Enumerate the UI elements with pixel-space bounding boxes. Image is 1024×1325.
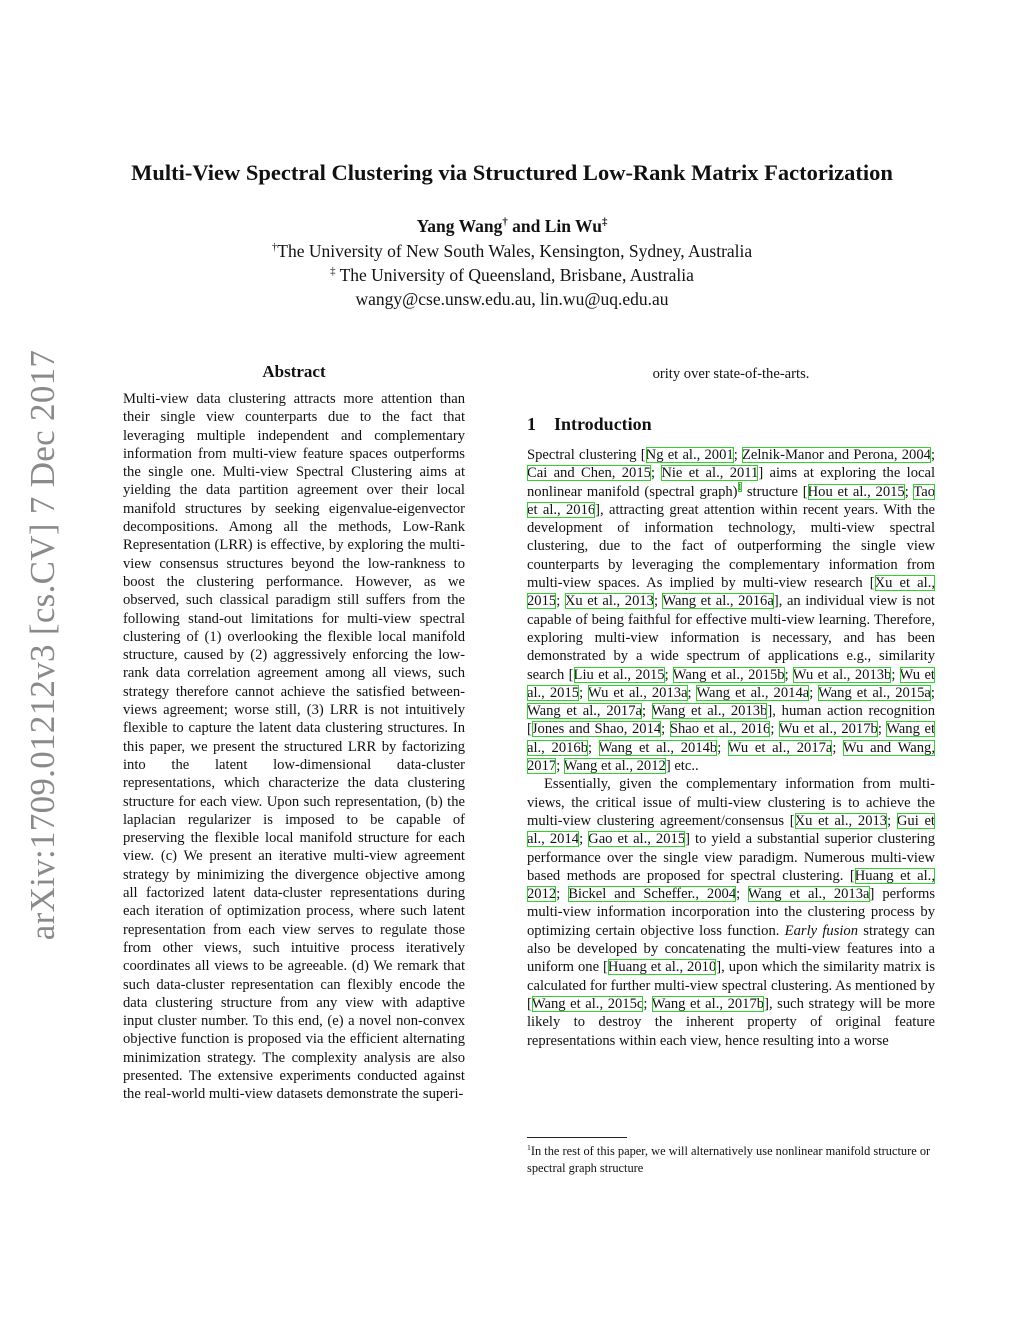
citation-link[interactable]: Tao et al., 2016	[527, 483, 935, 518]
citation-link[interactable]: Gao et al., 2015	[588, 831, 686, 848]
introduction-body	[527, 446, 935, 1050]
section-heading-introduction	[527, 414, 652, 435]
citation-link[interactable]: Huang et al., 2012	[527, 867, 935, 903]
citation-link[interactable]: Wang et al., 2013b	[651, 703, 768, 720]
author-emails: wangy@cse.unsw.edu.au, lin.wu@uq.edu.au	[355, 289, 669, 309]
citation-link[interactable]: Wu and Wang, 2017	[527, 739, 935, 775]
text-run: Essentially, given the complementary information from multi-views, the critical issue of multi-view clustering is to achieve the multi-view clustering agreement/consensus [	[527, 776, 935, 829]
citation-link[interactable]: Xu et al., 2015	[527, 575, 935, 610]
text-run: ;	[832, 739, 843, 756]
section-number: 1	[527, 414, 536, 434]
text-run: ;	[588, 739, 599, 756]
citation-link[interactable]: Wang et al., 2012	[563, 758, 666, 775]
text-run: ;	[904, 483, 914, 500]
citation-link[interactable]: Wang et al., 2014b	[598, 739, 718, 756]
intro-paragraph-2	[527, 775, 935, 1049]
affiliation-1	[0, 241, 1024, 262]
citation-link[interactable]: Ng et al., 2001	[645, 447, 734, 463]
citation-link[interactable]: Cai and Chen, 2015	[527, 465, 651, 482]
affiliation-mark: ‡	[601, 216, 608, 229]
text-run: ;	[556, 758, 564, 775]
citation-link[interactable]: Wang et al., 2016a	[662, 593, 774, 610]
footnote-divider	[527, 1137, 627, 1138]
affiliation-text: The University of New South Wales, Kensington, Sydney, Australia	[277, 241, 753, 261]
footnote-text: In the rest of this paper, we will alternatively use nonlinear manifold structure or spectral graph structure	[527, 1144, 931, 1175]
text-run: ;	[664, 666, 673, 683]
text-run: ;	[891, 666, 900, 683]
paper-title: Multi-View Spectral Clustering via Structured Low-Rank Matrix Factorization	[131, 160, 893, 185]
author-conjunction: and	[507, 216, 545, 236]
arxiv-stamp	[23, 349, 63, 941]
citation-link[interactable]: Jones and Shao, 2014	[531, 721, 662, 738]
text-run: ;	[809, 684, 819, 701]
text-run: ] aims at exploring the local nonlinear manifold (spectral graph)	[527, 465, 935, 500]
text-run: ;	[579, 831, 589, 848]
section-title: Introduction	[554, 414, 652, 434]
citation-link[interactable]: Wu et al., 2017b	[778, 721, 878, 738]
citation-link[interactable]: Wang et al., 2015b	[672, 666, 785, 683]
affiliation-mark: ‡	[330, 265, 336, 278]
citation-link[interactable]: Nie et al., 2011	[661, 465, 759, 482]
citation-link[interactable]: Xu et al., 2013	[564, 593, 654, 610]
citation-link[interactable]: Wang et al., 2017b	[651, 995, 765, 1012]
intro-paragraph-1	[527, 446, 935, 775]
footnote-mark: 1	[527, 1142, 531, 1152]
text-run: ], upon which the similarity matrix is calculated for further multi-view spectral clustering. As mentioned by [	[527, 959, 935, 1012]
text-run: ] performs multi-view information incorporation into the clustering process by optimizing certain objective loss function.	[527, 886, 936, 939]
text-run: ;	[653, 593, 663, 610]
text-run: ] etc..	[665, 758, 699, 775]
text-run: ;	[930, 447, 935, 463]
text-run: ], attracting great attention within recent years. With the development of information technology, multi-view spectral clustering, due to the fact of outperforming the single view counterparts by leveraging the complementary information from multi-view spaces. As implied by multi-view research [	[527, 501, 935, 592]
citation-link[interactable]: Wang et al., 2013a	[747, 886, 870, 903]
emphasis-text: Early fusion	[784, 922, 859, 939]
text-run: ;	[579, 684, 588, 701]
citation-link[interactable]: Gui et al., 2014	[527, 812, 935, 848]
text-run: ], such strategy will be more likely to destroy the inherent property of original feature representations within each view, hence resulting into a worse	[527, 995, 935, 1049]
affiliation-2	[0, 265, 1024, 286]
text-run: ;	[717, 739, 728, 756]
text-run: ;	[736, 886, 748, 903]
text-run: structure [	[742, 483, 808, 500]
text-run: ;	[642, 703, 652, 720]
citation-link[interactable]: Wu et al., 2013a	[587, 684, 688, 701]
footnote	[527, 1143, 935, 1176]
citation-link[interactable]: Wang et al., 2017a	[527, 703, 642, 720]
citation-link[interactable]: Wang et al., 2014a	[696, 684, 810, 701]
abstract-heading: Abstract	[262, 362, 326, 381]
citation-link[interactable]: Shao et al., 2016	[669, 721, 771, 738]
citation-link[interactable]: Wu et al., 2015	[527, 666, 935, 701]
text-run: ;	[556, 886, 569, 903]
footnote-link[interactable]: 1	[737, 481, 743, 492]
text-run: ;	[556, 593, 565, 610]
text-run: ], an individual view is not capable of being faithful for effective multi-view learning. Therefore, exploring multi-view information is necessary, and has been demonstrated by a wide spectrum of applications e.g., similarity search [	[527, 593, 935, 683]
citation-link[interactable]: Wu et al., 2013b	[792, 666, 892, 683]
citation-link[interactable]: Xu et al., 2013	[794, 812, 888, 829]
text-run: ;	[887, 812, 897, 829]
citation-link[interactable]: Wang et al., 2016b	[527, 721, 935, 756]
abstract-continuation: ority over state-of-the-arts.	[652, 366, 810, 382]
text-run: ;	[770, 721, 779, 738]
citation-link[interactable]: Bickel and Scheffer., 2004	[568, 886, 737, 903]
text-run: ;	[650, 465, 662, 482]
affiliation-text: The University of Queensland, Brisbane, Australia	[335, 265, 694, 285]
citation-link[interactable]: Wang et al., 2015a	[818, 684, 931, 701]
citation-link[interactable]: Wang et al., 2015c	[531, 995, 644, 1012]
arxiv-identifier: arXiv:1709.01212v3 [cs.CV] 7 Dec 2017	[23, 349, 62, 941]
text-run: ], human action recognition [	[527, 703, 936, 738]
text-run: strategy can also be developed by concatenating the multi-view features into a uniform one [	[527, 922, 935, 976]
author-line	[0, 216, 1024, 237]
text-run: ;	[733, 447, 742, 463]
citation-link[interactable]: Hou et al., 2015	[807, 483, 905, 500]
affiliation-mark: †	[271, 241, 278, 254]
text-run: ;	[643, 995, 652, 1012]
affiliation-mark: †	[502, 216, 508, 229]
text-run: ;	[930, 684, 935, 701]
text-run: Spectral clustering [	[527, 447, 646, 463]
citation-link[interactable]: Zelnik-Manor and Perona, 2004	[741, 447, 931, 463]
text-run: ] to yield a substantial superior clustering performance over the single view paradigm. Numerous multi-view based methods are proposed for spectral clustering. [	[527, 831, 935, 884]
author-name: Lin Wu	[544, 216, 602, 236]
text-run: ;	[661, 721, 670, 738]
author-name: Yang Wang	[416, 216, 503, 236]
citation-link[interactable]: Liu et al., 2015	[573, 666, 665, 683]
citation-link[interactable]: Wu et al., 2017a	[727, 739, 833, 756]
citation-link[interactable]: Huang et al., 2010	[607, 959, 717, 976]
text-run: ;	[784, 666, 793, 683]
text-run: ;	[687, 684, 697, 701]
abstract-body: Multi-view data clustering attracts more attention than their single view counterparts due to the fact that leveraging multiple independent and complementary information from multi-view feature spaces outperforms the single one. Multi-view Spectral Clustering aims at yielding the data partition agreement over their local manifold structures by seeking eigenvalue-eigenvector decompositions. Among all the methods, Low-Rank Representation (LRR) is effective, by exploring the multi-view consensus structures beyond the low-rankness to boost the clustering performance. However, as we observed, such classical paradigm still suffers from the following stand-out limitations for multi-view spectral clustering of (1) overlooking the flexible local manifold structure, caused by (2) aggressively enforcing the low-rank data correlation agreement among all views, such strategy therefore cannot achieve the satisfied between-views agreement; worse still, (3) LRR is not intuitively flexible to capture the latent data clustering structures. In this paper, we present the structured LRR by factorizing into the latent low-dimensional data-cluster representations, which characterize the data clustering structure for each view. Upon such representation, (b) the laplacian regularizer is imposed to be capable of preserving the flexible local manifold structure for each view. (c) We present an iterative multi-view agreement strategy by minimizing the divergence objective among all factorized latent data-cluster representations during each iteration of optimization process, where such latent representation from each view serves to regulate those from other views, such intuitive process iteratively coordinates all views to be agreeable. (d) We remark that such data-cluster representation can flexibly encode the data clustering structure from any view with adaptive input cluster number. To this end, (e) a novel non-convex objective function is proposed via the efficient alternating minimization strategy. The complexity analysis are also presented. The extensive experiments conducted against the real-world multi-view datasets demonstrate the superi-	[123, 391, 465, 1103]
text-run: ;	[877, 721, 887, 738]
